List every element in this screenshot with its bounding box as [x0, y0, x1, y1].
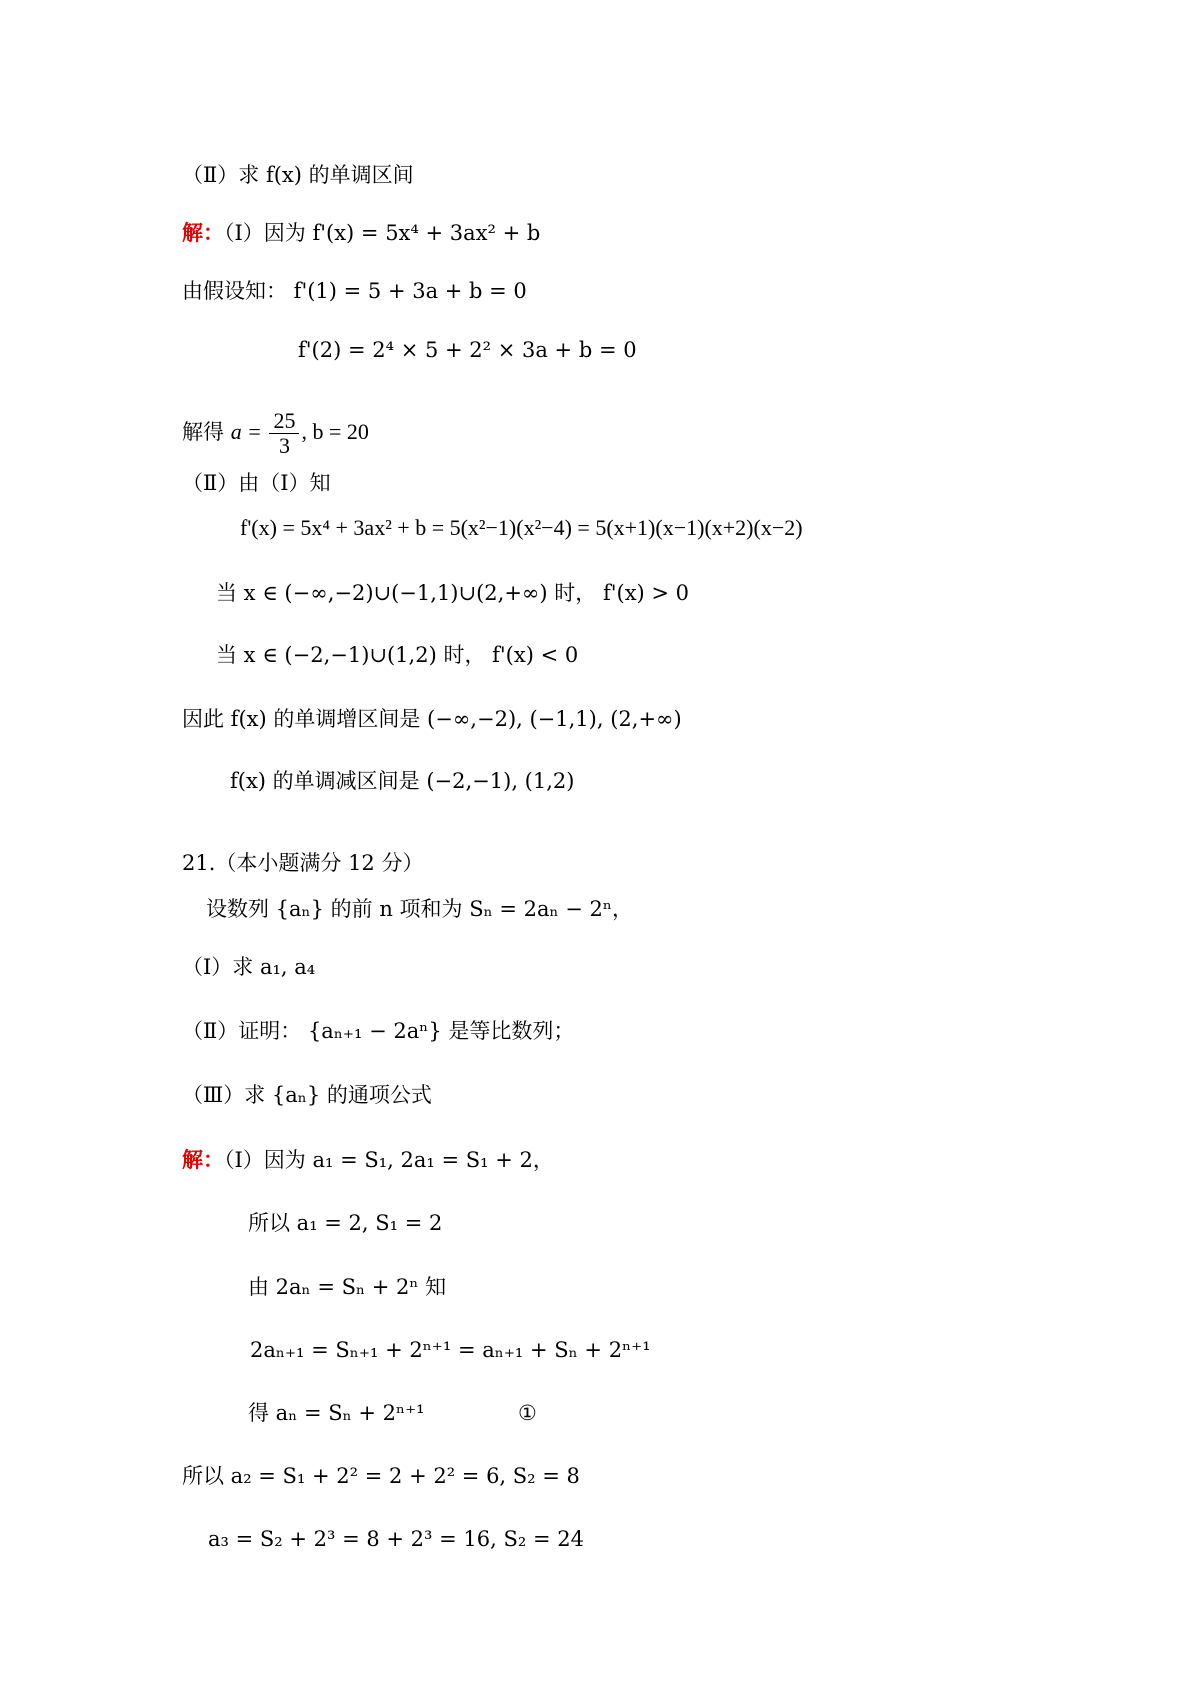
line-a3 — [208, 1524, 584, 1554]
circled-one-marker: ① — [517, 1401, 537, 1425]
equals: = — [248, 419, 261, 444]
text: 所以 a₁ = 2, S₁ = 2 — [248, 1211, 443, 1235]
line-derived-relation — [248, 1398, 537, 1428]
solution-label: 解： — [182, 1147, 224, 1172]
problem-21-part3 — [182, 1080, 432, 1110]
text: 2aₙ₊₁ = Sₙ₊₁ + 2ⁿ⁺¹ = aₙ₊₁ + Sₙ + 2ⁿ⁺¹ — [250, 1338, 651, 1362]
problem-21-part2 — [182, 1016, 574, 1046]
text: 解得 — [182, 420, 224, 444]
line-a1-s1 — [248, 1208, 442, 1238]
line-solution-21 — [182, 1145, 554, 1175]
text: （Ⅰ）求 a₁, a₄ — [182, 955, 316, 979]
text: a₃ = S₂ + 2³ = 8 + 2³ = 16, S₂ = 24 — [208, 1527, 584, 1551]
text: 设数列 {aₙ} 的前 n 项和为 Sₙ = 2aₙ − 2ⁿ， — [206, 897, 634, 921]
text: f'(2) = 2⁴ × 5 + 2² × 3a + b = 0 — [298, 338, 637, 362]
text: 所以 a₂ = S₁ + 2² = 2 + 2² = 6, S₂ = 8 — [182, 1464, 580, 1488]
text: （Ⅱ）求 f(x) 的单调区间 — [182, 163, 414, 187]
line-increasing-intervals — [182, 704, 682, 734]
line-solution-derivative — [182, 218, 540, 248]
text: （Ⅰ）因为 a₁ = S₁, 2a₁ = S₁ + 2， — [224, 1148, 554, 1172]
text: , b = 20 — [301, 419, 369, 444]
text: 得 aₙ = Sₙ + 2ⁿ⁺¹ — [248, 1401, 425, 1425]
text: 由 2aₙ = Sₙ + 2ⁿ 知 — [248, 1275, 447, 1299]
line-part2-from-part1 — [182, 468, 331, 498]
text: 因此 f(x) 的单调增区间是 (−∞,−2), (−1,1), (2,+∞) — [182, 707, 682, 731]
text: （Ⅱ）由（Ⅰ）知 — [182, 471, 331, 495]
text: （Ⅱ）证明： {aₙ₊₁ − 2aⁿ} 是等比数列； — [182, 1019, 575, 1043]
text: 当 x ∈ (−∞,−2)∪(−1,1)∪(2,+∞) 时， f'(x) > 0 — [216, 581, 690, 605]
problem-21-heading — [182, 848, 423, 878]
text: 当 x ∈ (−2,−1)∪(1,2) 时， f'(x) < 0 — [216, 643, 579, 667]
fraction-denominator: 3 — [278, 433, 290, 458]
text: 21.（本小题满分 12 分） — [182, 851, 424, 875]
line-recurrence-given — [248, 1272, 446, 1302]
fraction — [269, 409, 299, 458]
text: 由假设知： f'(1) = 5 + 3a + b = 0 — [182, 279, 527, 303]
text: f'(x) = 5x⁴ + 3ax² + b = 5(x²−1)(x²−4) = 5(x+1)(x−1)(x+2)(x−2) — [240, 515, 803, 540]
line-decreasing-intervals — [230, 766, 574, 796]
line-recurrence-next — [250, 1335, 651, 1365]
line-assumption-1 — [182, 276, 527, 306]
line-part2-question — [182, 160, 414, 190]
line-solve-result — [182, 402, 369, 462]
solution-label: 解： — [182, 220, 224, 245]
text: （Ⅰ）因为 f'(x) = 5x⁴ + 3ax² + b — [224, 221, 541, 245]
var-a: a — [230, 419, 242, 444]
line-assumption-2 — [298, 335, 637, 365]
line-increasing-condition — [216, 578, 689, 608]
line-factorization — [240, 513, 803, 543]
fraction-numerator: 25 — [269, 409, 299, 434]
line-a2 — [182, 1461, 580, 1491]
line-decreasing-condition — [216, 640, 578, 670]
problem-21-statement — [206, 894, 633, 924]
text: （Ⅲ）求 {aₙ} 的通项公式 — [182, 1083, 432, 1107]
text: f(x) 的单调减区间是 (−2,−1), (1,2) — [230, 769, 575, 793]
problem-21-part1 — [182, 952, 315, 982]
